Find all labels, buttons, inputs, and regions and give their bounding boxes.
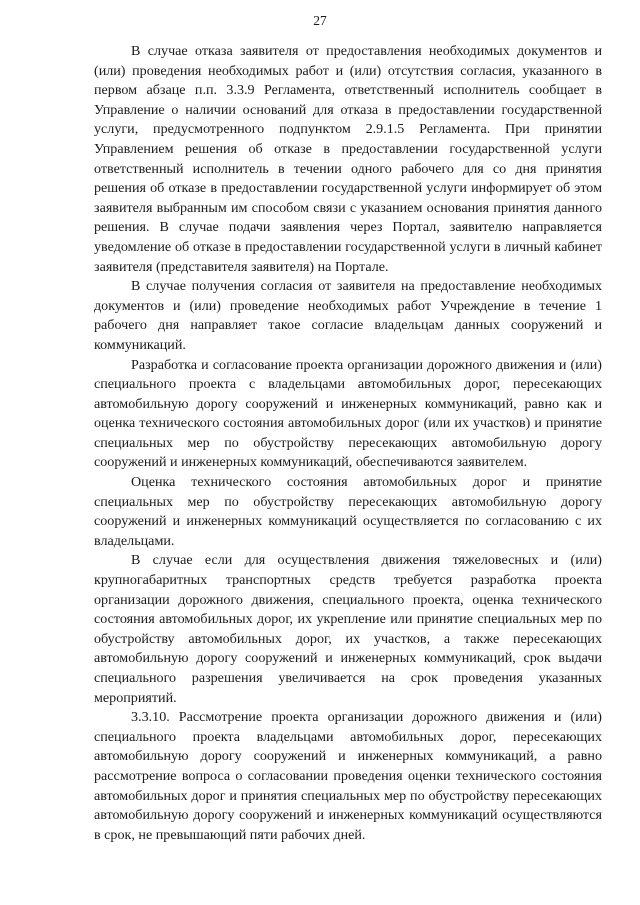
paragraph-project-development: Разработка и согласование проекта организации дорожного движения и (или) специального проекта с владельцами автомобильных дорог, пересекающих автомобильную дорогу сооружений и инженерных коммуникаций, равно как и оценка технического состояния автомобильных дорог (или их участков) и принятие специальных мер по обустройству пересекающих автомобильную дорогу сооружений и инженерных коммуникаций, обеспечиваются заявителем. xyxy=(94,356,602,471)
paragraph-heavy-vehicles: В случае если для осуществления движения тяжеловесных и (или) крупногабаритных транспортных средств требуется разработка проекта организации дорожного движения, специального проекта, оценка технического состояния автомобильных дорог, их укрепление или принятие специальных мер по обустройству автомобильных дорог, их участков, а также пересекающих автомобильную дорогу сооружений и инженерных коммуникаций, срок выдачи специального разрешения увеличивается на срок проведения указанных мероприятий. xyxy=(94,552,602,706)
paragraph-technical-assessment: Оценка технического состояния автомобильных дорог и принятие специальных мер по обустройству пересекающих автомобильную дорогу сооружений и инженерных коммуникаций осуществляется по согласованию с их владельцами. xyxy=(94,474,602,549)
paragraph-consent-received: В случае получения согласия от заявителя на предоставление необходимых документов и (или) проведение необходимых работ Учреждение в течение 1 рабочего дня направляет такое согласие владельцам данных сооружений и коммуникаций. xyxy=(94,278,602,353)
paragraph-refusal-procedure: В случае отказа заявителя от предоставления необходимых документов и (или) проведения необходимых работ и (или) отсутствия согласия, указанного в первом абзаце п.п. 3.3.9 Регламента, ответственный исполнитель сообщает в Управление о наличии оснований для отказа в предоставлении государственной услуги, предусмотренного подпунктом 2.9.1.5 Регламента. При принятии Управлением решения об отказе в предоставлении государственной услуги ответственный исполнитель в течении одного рабочего для со дня принятия решения об отказе в предоставлении государственной услуги информирует об этом заявителя выбранным им способом связи с указанием основания принятия данного решения. В случае подачи заявления через Портал, заявителю направляется уведомление об отказе в предоставлении государственной услуги в личный кабинет заявителя (представителя заявителя) на Портале. xyxy=(94,43,602,275)
page-number: 27 xyxy=(313,13,327,28)
document-body xyxy=(94,42,602,845)
paragraph-section-3-3-10: 3.3.10. Рассмотрение проекта организации дорожного движения и (или) специального проекта владельцами автомобильных дорог, пересекающих автомобильную дорогу сооружений и инженерных коммуникаций, а равно рассмотрение вопроса о согласовании проведения оценки технического состояния автомобильных дорог и принятия специальных мер по обустройству пересекающих автомобильную дорогу сооружений и инженерных коммуникаций осуществляются в срок, не превышающий пяти рабочих дней. xyxy=(94,709,602,843)
